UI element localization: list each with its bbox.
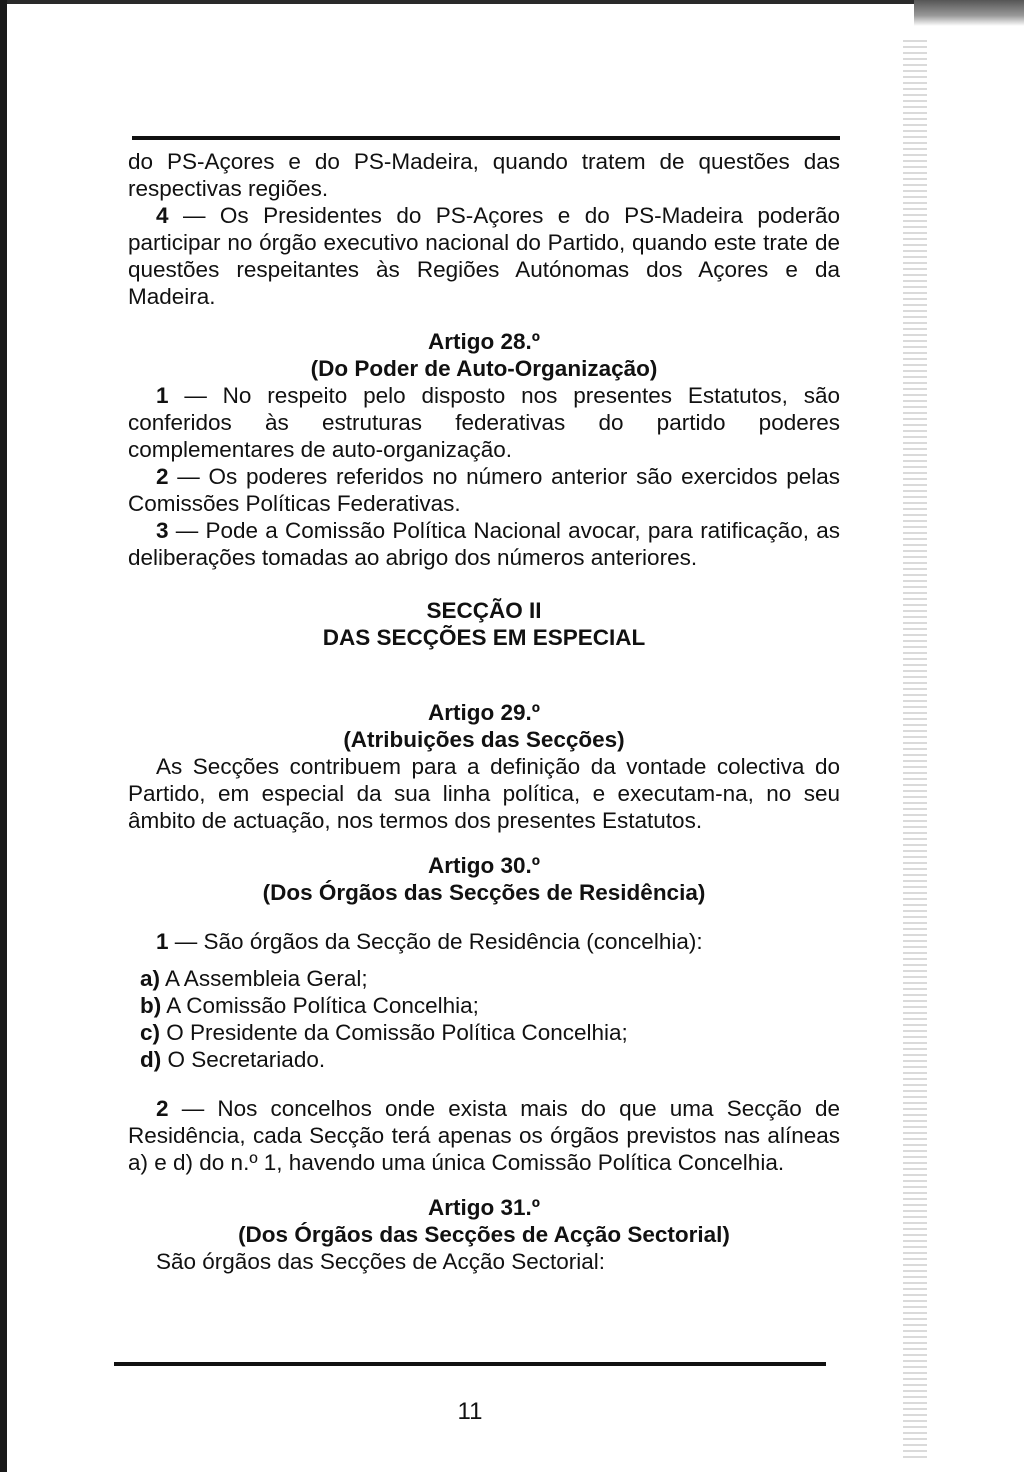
- bottom-rule: [114, 1362, 826, 1366]
- paragraph-number: 3: [156, 518, 169, 543]
- section-heading: [128, 597, 840, 651]
- item-text: A Comissão Política Concelhia;: [166, 993, 479, 1018]
- paragraph-number: 1: [156, 929, 169, 954]
- paragraph-number: 2: [156, 464, 169, 489]
- item-text: O Presidente da Comissão Política Concelhia;: [166, 1020, 628, 1045]
- paragraph-number: 2: [156, 1096, 169, 1121]
- section-subtitle: DAS SECÇÕES EM ESPECIAL: [322, 625, 646, 650]
- item-text: O Secretariado.: [167, 1047, 326, 1072]
- list-item: [140, 1019, 840, 1046]
- top-rule: [132, 136, 840, 140]
- list-item: [140, 965, 840, 992]
- article-30-paragraph-2: [128, 1095, 840, 1176]
- paragraph-text: — No respeito pelo disposto nos presentes Estatutos, são conferidos às estruturas federativas do partido poderes complementares de auto-organização.: [128, 383, 840, 462]
- article-subtitle: (Dos Órgãos das Secções de Acção Sectorial): [238, 1222, 730, 1247]
- item-letter: c): [140, 1020, 161, 1045]
- paragraph-number: 4: [156, 203, 169, 228]
- scan-edge-top: [0, 0, 1024, 4]
- paragraph-4: [128, 202, 840, 310]
- paragraph-number: 1: [156, 383, 169, 408]
- paragraph-text: — Os Presidentes do PS-Açores e do PS-Madeira poderão participar no órgão executivo nacional do Partido, quando este trate de questões respeitantes às Regiões Autónomas dos Açores e da Madeira.: [128, 203, 840, 309]
- page-body: [128, 148, 840, 1275]
- article-28-heading: [128, 328, 840, 382]
- list-item: [140, 1046, 840, 1073]
- paragraph-text: — Os poderes referidos no número anterior são exercidos pelas Comissões Políticas Federativas.: [128, 464, 840, 516]
- list-item: [140, 992, 840, 1019]
- article-subtitle: (Atribuições das Secções): [343, 727, 625, 752]
- item-letter: a): [140, 966, 161, 991]
- article-29-heading: [128, 699, 840, 753]
- scan-edge-left: [0, 0, 7, 1472]
- article-title: Artigo 31.º: [428, 1195, 540, 1220]
- article-title: Artigo 28.º: [428, 329, 540, 354]
- article-30-heading: [128, 852, 840, 906]
- item-letter: b): [140, 993, 162, 1018]
- article-title: Artigo 30.º: [428, 853, 540, 878]
- page-number: 11: [457, 1398, 483, 1425]
- article-subtitle: (Dos Órgãos das Secções de Residência): [262, 880, 706, 905]
- article-29-paragraph: As Secções contribuem para a definição da vontade colectiva do Partido, em especial da sua linha política, e executam-na, no seu âmbito de actuação, nos termos dos presentes Estatutos.: [128, 754, 840, 833]
- article-31-heading: [128, 1194, 840, 1248]
- scan-corner-shadow: [914, 0, 1024, 26]
- article-title: Artigo 29.º: [428, 700, 540, 725]
- item-text: A Assembleia Geral;: [165, 966, 368, 991]
- paragraph-text: — São órgãos da Secção de Residência (concelhia):: [174, 929, 703, 954]
- continuation-paragraph: do PS-Açores e do PS-Madeira, quando tratem de questões das respectivas regiões.: [128, 149, 840, 201]
- paragraph-text: — Nos concelhos onde exista mais do que uma Secção de Residência, cada Secção terá apenas os órgãos previstos nas alíneas a) e d) do n.º 1, havendo uma única Comissão Política Concelhia.: [128, 1096, 840, 1175]
- article-28-paragraph-1: [128, 382, 840, 463]
- scan-edge-right-noise: [903, 40, 927, 1460]
- section-title: SECÇÃO II: [426, 598, 542, 623]
- organ-list: [140, 965, 840, 1073]
- article-31-paragraph: São órgãos das Secções de Acção Sectorial:: [156, 1249, 606, 1274]
- article-28-paragraph-2: [128, 463, 840, 517]
- article-30-paragraph-1: [128, 928, 840, 955]
- article-28-paragraph-3: [128, 517, 840, 571]
- paragraph-text: — Pode a Comissão Política Nacional avocar, para ratificação, as deliberações tomadas ao abrigo dos números anteriores.: [128, 518, 840, 570]
- article-subtitle: (Do Poder de Auto-Organização): [310, 356, 658, 381]
- item-letter: d): [140, 1047, 162, 1072]
